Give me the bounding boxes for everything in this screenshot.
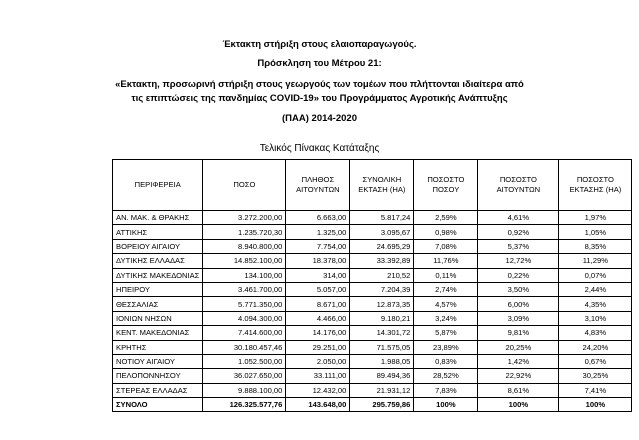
table-cell: 6,00%: [478, 297, 559, 311]
table-cell: 12.873,35: [350, 297, 414, 311]
table-cell: 143.648,00: [286, 398, 350, 412]
table-cell: 24,20%: [559, 340, 632, 354]
table-cell: 4,35%: [559, 297, 632, 311]
table-row: [113, 282, 632, 296]
table-cell: 3,10%: [559, 311, 632, 325]
table-cell: 8.940.800,00: [203, 239, 286, 253]
column-header: ΠΟΣΟΣΤΟ ΠΟΣΟΥ: [414, 160, 478, 211]
table-row: [113, 354, 632, 368]
table-cell: 4,61%: [478, 211, 559, 225]
table-cell: 100%: [478, 398, 559, 412]
table-row: [113, 340, 632, 354]
table-row: [113, 268, 632, 282]
table-cell: 0,67%: [559, 354, 632, 368]
heading-line-1: Έκτακτη στήριξη στους ελαιοπαραγωγούς.: [222, 39, 417, 50]
region-name: ΔΥΤΙΚΗΣ ΕΛΛΑΔΑΣ: [113, 254, 203, 268]
table-cell: 18.378,00: [286, 254, 350, 268]
table-cell: 0,22%: [478, 268, 559, 282]
table-row: [113, 297, 632, 311]
table-row: [113, 254, 632, 268]
table-cell: 14.852.100,00: [203, 254, 286, 268]
table-row: [113, 239, 632, 253]
table-cell: 5,87%: [414, 326, 478, 340]
region-name: ΑΤΤΙΚΗΣ: [113, 225, 203, 239]
table-cell: 5.057,00: [286, 282, 350, 296]
table-cell: 7,08%: [414, 239, 478, 253]
column-header: ΠΕΡΙΦΕΡΕΙΑ: [113, 160, 203, 211]
table-cell: 100%: [414, 398, 478, 412]
column-header: ΠΛΗΘΟΣ ΑΙΤΟΥΝΤΩΝ: [286, 160, 350, 211]
table-cell: 0,11%: [414, 268, 478, 282]
table-cell: 89.494,36: [350, 369, 414, 383]
table-header-row: [113, 160, 632, 211]
table-title: Τελικός Πίνακας Κατάταξης: [259, 143, 380, 154]
table-cell: 1.235.720,30: [203, 225, 286, 239]
table-row: [113, 211, 632, 225]
table-cell: 126.325.577,76: [203, 398, 286, 412]
table-cell: 8,61%: [478, 383, 559, 397]
table-cell: 30,25%: [559, 369, 632, 383]
table-cell: 1,42%: [478, 354, 559, 368]
table-cell: 1.988,05: [350, 354, 414, 368]
table-cell: 11,29%: [559, 254, 632, 268]
table-cell: 33.392,89: [350, 254, 414, 268]
region-name: ΚΕΝΤ. ΜΑΚΕΔΟΝΙΑΣ: [113, 326, 203, 340]
region-name: ΝΟΤΙΟΥ ΑΙΓΑΙΟΥ: [113, 354, 203, 368]
table-cell: 210,52: [350, 268, 414, 282]
table-cell: 4.094.300,00: [203, 311, 286, 325]
table-cell: 9.888.100,00: [203, 383, 286, 397]
table-cell: 7.754,00: [286, 239, 350, 253]
table-cell: 6.663,00: [286, 211, 350, 225]
heading-line-4: τις επιπτώσεις της πανδημίας COVID-19» του Προγράμματος Αγροτικής Ανάπτυξης: [131, 93, 508, 104]
region-name: ΒΟΡΕΙΟΥ ΑΙΓΑΙΟΥ: [113, 239, 203, 253]
table-cell: 7,83%: [414, 383, 478, 397]
table-row: [113, 225, 632, 239]
table-cell: 29.251,00: [286, 340, 350, 354]
table-cell: 3.461.700,00: [203, 282, 286, 296]
column-header: ΠΟΣΟΣΤΟ ΑΙΤΟΥΝΤΩΝ: [478, 160, 559, 211]
table-cell: 2,59%: [414, 211, 478, 225]
table-cell: 9,81%: [478, 326, 559, 340]
region-name: ΑΝ. ΜΑΚ. & ΘΡΑΚΗΣ: [113, 211, 203, 225]
table-cell: 0,92%: [478, 225, 559, 239]
table-cell: 12,72%: [478, 254, 559, 268]
table-cell: 8,35%: [559, 239, 632, 253]
table-row: [113, 326, 632, 340]
table-cell: 36.027.650,00: [203, 369, 286, 383]
table-cell: 4.466,00: [286, 311, 350, 325]
table-cell: 23,89%: [414, 340, 478, 354]
table-cell: 1,05%: [559, 225, 632, 239]
table-row: [113, 311, 632, 325]
table-cell: 5,37%: [478, 239, 559, 253]
region-name: ΘΕΣΣΑΛΙΑΣ: [113, 297, 203, 311]
total-row: [113, 398, 632, 412]
table-cell: 3.272.200,00: [203, 211, 286, 225]
table-cell: 28,52%: [414, 369, 478, 383]
table-cell: 134.100,00: [203, 268, 286, 282]
region-name: ΗΠΕΙΡΟΥ: [113, 282, 203, 296]
table-cell: 3,24%: [414, 311, 478, 325]
table-cell: 100%: [559, 398, 632, 412]
region-name: ΚΡΗΤΗΣ: [113, 340, 203, 354]
table-cell: 1.325,00: [286, 225, 350, 239]
table-cell: 7.414.600,00: [203, 326, 286, 340]
table-cell: 5.771.350,00: [203, 297, 286, 311]
column-header: ΠΟΣΟΣΤΟ ΕΚΤΑΣΗΣ (HA): [559, 160, 632, 211]
column-header: ΠΟΣΟ: [203, 160, 286, 211]
table-cell: 295.759,86: [350, 398, 414, 412]
table-cell: 33.111,00: [286, 369, 350, 383]
table-cell: 5.817,24: [350, 211, 414, 225]
table-cell: 71.575,05: [350, 340, 414, 354]
table-cell: 314,00: [286, 268, 350, 282]
table-cell: 7.204,39: [350, 282, 414, 296]
table-cell: 2,44%: [559, 282, 632, 296]
table-cell: 2.050,00: [286, 354, 350, 368]
region-name: ΙΟΝΙΩΝ ΝΗΣΩΝ: [113, 311, 203, 325]
table-row: [113, 383, 632, 397]
table-cell: 8.671,00: [286, 297, 350, 311]
table-cell: 0,07%: [559, 268, 632, 282]
table-cell: 7,41%: [559, 383, 632, 397]
table-cell: 14.176,00: [286, 326, 350, 340]
table-cell: 0,98%: [414, 225, 478, 239]
table-cell: 30.180.457,46: [203, 340, 286, 354]
table-cell: 20,25%: [478, 340, 559, 354]
region-name: ΣΤΕΡΕΑΣ ΕΛΛΑΔΑΣ: [113, 383, 203, 397]
column-header: ΣΥΝΟΛΙΚΗ ΕΚΤΑΣΗ (HA): [350, 160, 414, 211]
table-cell: 3,09%: [478, 311, 559, 325]
table-cell: 3.095,67: [350, 225, 414, 239]
table-cell: 2,74%: [414, 282, 478, 296]
table-cell: 1,97%: [559, 211, 632, 225]
heading-line-3: «Εκτακτη, προσωρινή στήριξη στους γεωργούς των τομέων που πλήττονται ιδιαίτερα από: [115, 79, 524, 90]
region-name: ΔΥΤΙΚΗΣ ΜΑΚΕΔΟΝΙΑΣ: [113, 268, 203, 282]
table-cell: 11,76%: [414, 254, 478, 268]
table-cell: 4,57%: [414, 297, 478, 311]
table-cell: 12.432,00: [286, 383, 350, 397]
table-cell: 24.695,29: [350, 239, 414, 253]
heading-line-5: (ΠΑΑ) 2014-2020: [282, 113, 357, 124]
region-name: ΠΕΛΟΠΟΝΝΗΣΟΥ: [113, 369, 203, 383]
table-cell: 1.052.500,00: [203, 354, 286, 368]
ranking-table: [112, 159, 632, 412]
table-cell: 4,83%: [559, 326, 632, 340]
table-row: [113, 369, 632, 383]
table-cell: 3,50%: [478, 282, 559, 296]
total-label: ΣΥΝΟΛΟ: [113, 398, 203, 412]
heading-line-2: Πρόσκληση του Μέτρου 21:: [257, 58, 382, 69]
table-cell: 9.180,21: [350, 311, 414, 325]
table-cell: 21.931,12: [350, 383, 414, 397]
table-cell: 14.301,72: [350, 326, 414, 340]
table-cell: 0,83%: [414, 354, 478, 368]
table-cell: 22,92%: [478, 369, 559, 383]
